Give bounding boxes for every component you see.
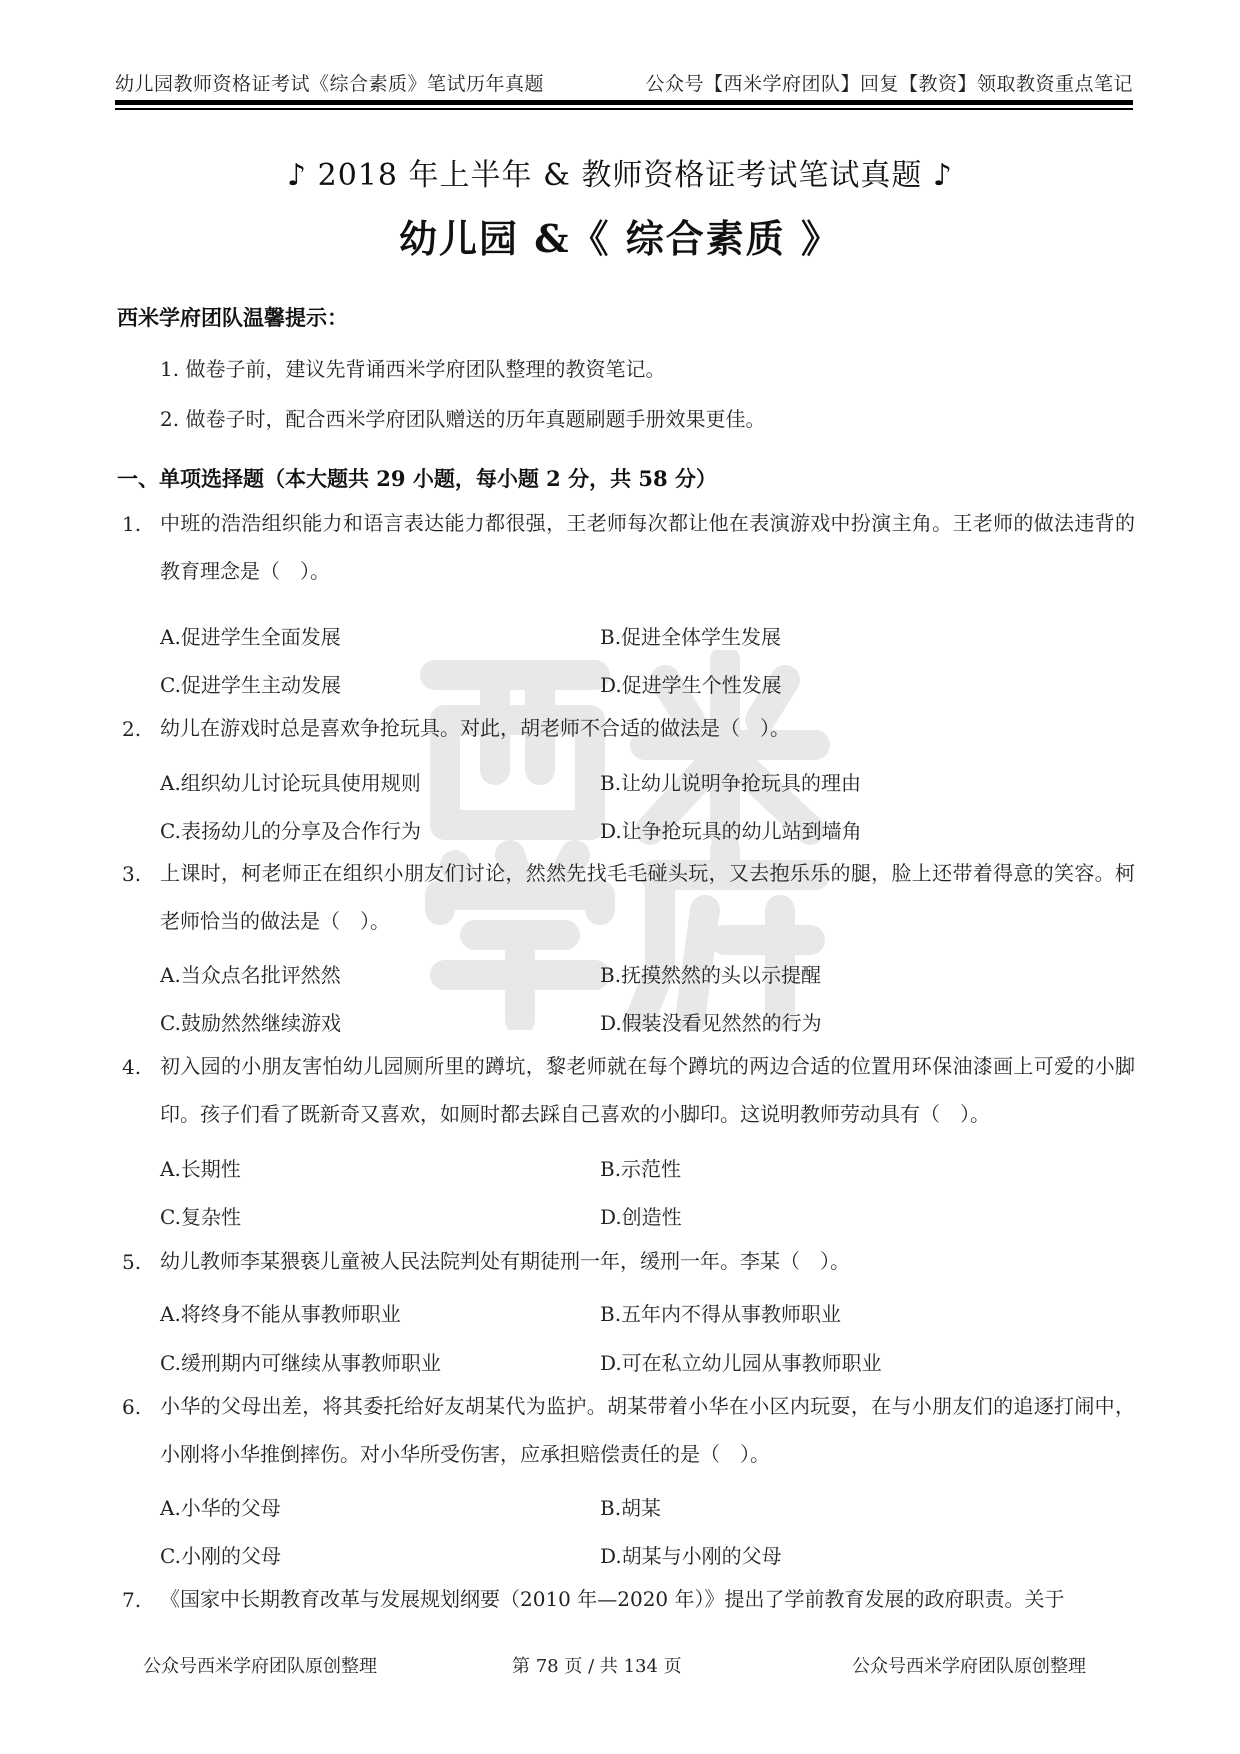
header-rule-thin: [115, 108, 1133, 110]
option-c: C.缓刑期内可继续从事教师职业: [160, 1351, 441, 1375]
tip-item: 1. 做卷子前，建议先背诵西米学府团队整理的教资笔记。: [160, 357, 666, 381]
option-d: D.可在私立幼儿园从事教师职业: [600, 1351, 882, 1375]
question-number: 2.: [122, 717, 142, 741]
exam-title: ♪ 2018 年上半年 & 教师资格证考试笔试真题 ♪: [286, 158, 954, 193]
header-right-text: 公众号【西米学府团队】回复【教资】领取教资重点笔记: [645, 73, 1133, 95]
question-number: 7.: [122, 1588, 142, 1612]
footer-right-text: 公众号西米学府团队原创整理: [852, 1656, 1086, 1677]
tip-item: 2. 做卷子时，配合西米学府团队赠送的历年真题刷题手册效果更佳。: [160, 407, 766, 431]
option-b: B.抚摸然然的头以示提醒: [600, 963, 822, 987]
question-number: 1.: [122, 512, 142, 536]
question-stem: 《国家中长期教育改革与发展规划纲要（2010 年—2020 年）》提出了学前教育发展的政府职责。关于: [160, 1587, 1065, 1611]
option-a: A.长期性: [160, 1157, 241, 1181]
option-c: C.复杂性: [160, 1205, 241, 1229]
option-d: D.创造性: [600, 1205, 682, 1229]
option-a: A.促进学生全面发展: [160, 625, 341, 649]
option-a: A.当众点名批评然然: [160, 963, 341, 987]
footer-left-text: 公众号西米学府团队原创整理: [143, 1656, 377, 1677]
option-c: C.表扬幼儿的分享及合作行为: [160, 819, 421, 843]
exam-subtitle: 幼儿园 &《 综合素质 》: [399, 216, 841, 261]
option-c: C.小刚的父母: [160, 1544, 281, 1568]
section-title: 一、单项选择题（本大题共 29 小题，每小题 2 分，共 58 分）: [117, 466, 717, 491]
question-number: 4.: [122, 1055, 142, 1079]
question-stem: 初入园的小朋友害怕幼儿园厕所里的蹲坑，黎老师就在每个蹲坑的两边合适的位置用环保油漆画上可爱的小脚印。孩子们看了既新奇又喜欢，如厕时都去踩自己喜欢的小脚印。这说明教师劳动具有（ ）。: [160, 1054, 1135, 1126]
option-b: B.五年内不得从事教师职业: [600, 1302, 842, 1326]
tips-heading: 西米学府团队温馨提示：: [117, 305, 348, 330]
page-number: 第 78 页 / 共 134 页: [512, 1656, 682, 1677]
option-a: A.小华的父母: [160, 1496, 281, 1520]
option-a: A.组织幼儿讨论玩具使用规则: [160, 771, 421, 795]
question-number: 5.: [122, 1250, 142, 1274]
question-stem: 幼儿在游戏时总是喜欢争抢玩具。对此，胡老师不合适的做法是（ ）。: [160, 716, 790, 740]
option-b: B.胡某: [600, 1496, 662, 1520]
option-c: C.促进学生主动发展: [160, 673, 341, 697]
page-header: [115, 66, 1133, 96]
option-d: D.促进学生个性发展: [600, 673, 782, 697]
question-stem: 上课时，柯老师正在组织小朋友们讨论，然然先找毛毛碰头玩，又去抱乐乐的腿，脸上还带着得意的笑容。柯老师恰当的做法是（ ）。: [160, 861, 1135, 933]
question-stem: 幼儿教师李某猥亵儿童被人民法院判处有期徒刑一年，缓刑一年。李某（ ）。: [160, 1249, 850, 1273]
question-number: 6.: [122, 1395, 142, 1419]
option-b: B.促进全体学生发展: [600, 625, 782, 649]
question-number: 3.: [122, 862, 142, 886]
option-d: D.假装没看见然然的行为: [600, 1011, 822, 1035]
question-stem: 中班的浩浩组织能力和语言表达能力都很强，王老师每次都让他在表演游戏中扮演主角。王老师的做法违背的教育理念是（ ）。: [160, 511, 1135, 583]
option-b: B.示范性: [600, 1157, 682, 1181]
option-b: B.让幼儿说明争抢玩具的理由: [600, 771, 862, 795]
header-left-text: 幼儿园教师资格证考试《综合素质》笔试历年真题: [115, 73, 545, 95]
option-c: C.鼓励然然继续游戏: [160, 1011, 341, 1035]
header-rule-thick: [115, 100, 1133, 105]
question-stem: 小华的父母出差，将其委托给好友胡某代为监护。胡某带着小华在小区内玩耍，在与小朋友们的追逐打闹中，小刚将小华推倒摔伤。对小华所受伤害，应承担赔偿责任的是（ ）。: [160, 1394, 1135, 1466]
option-d: D.胡某与小刚的父母: [600, 1544, 782, 1568]
option-d: D.让争抢玩具的幼儿站到墙角: [600, 819, 862, 843]
option-a: A.将终身不能从事教师职业: [160, 1302, 401, 1326]
